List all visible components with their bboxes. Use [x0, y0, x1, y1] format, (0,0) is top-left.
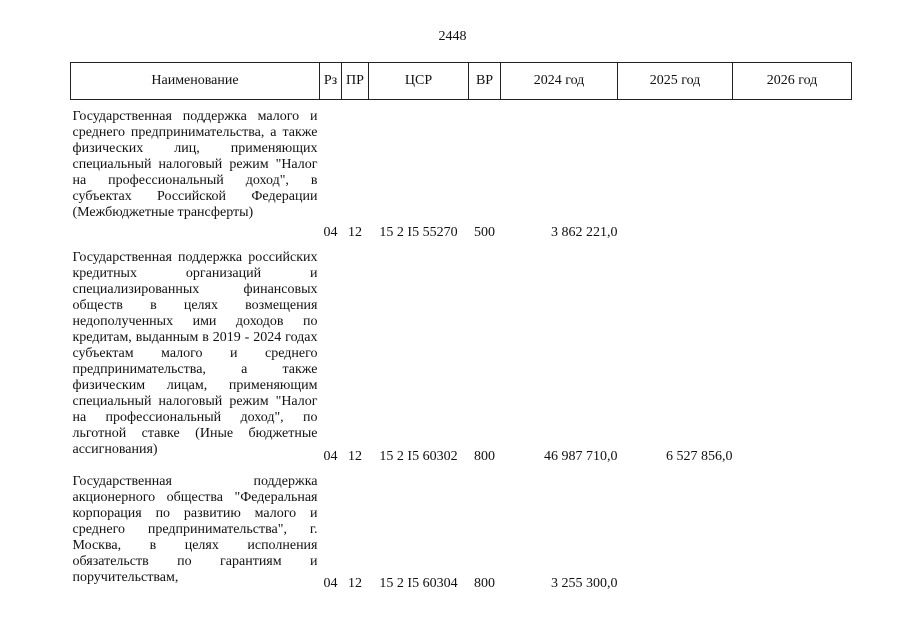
- row-rz: 04: [323, 576, 338, 591]
- row-2024: 3 862 221,0: [551, 225, 618, 240]
- table-row: [71, 100, 852, 242]
- table-row: [71, 465, 852, 592]
- row-2024: 46 987 710,0: [544, 449, 618, 464]
- row-pr: 12: [348, 449, 362, 464]
- row-2025: [618, 100, 733, 242]
- row-vr: 800: [474, 449, 495, 464]
- table-row: [71, 241, 852, 465]
- header-2026: 2026 год: [733, 63, 852, 100]
- row-2024: 3 255 300,0: [551, 576, 618, 591]
- table-header-row: [71, 63, 852, 100]
- row-2026: [733, 100, 852, 242]
- row-vr: 800: [474, 576, 495, 591]
- row-csr: 15 2 I5 60302: [379, 449, 458, 464]
- row-rz: 04: [323, 225, 338, 240]
- page-number: 2448: [438, 29, 467, 44]
- row-vr: 500: [474, 225, 495, 240]
- row-name: Государственная поддержка российских кредитных организаций и специализированных финансовых обществ в целях возмещения недополученных ими доходов по кредитам, выданным в 2019 - 2024 годах субъектам малого и среднего предпринимательства, а также физическим лицам, применяющим специальный налоговый режим "Налог на профессиональный доход", по льготной ставке (Иные бюджетные ассигнования): [72, 250, 318, 457]
- row-pr: 12: [348, 576, 362, 591]
- row-rz: 04: [323, 449, 338, 464]
- row-csr: 15 2 I5 55270: [379, 225, 458, 240]
- row-2025: 6 527 856,0: [666, 449, 733, 464]
- row-2026: [733, 241, 852, 465]
- header-rz: Рз: [320, 63, 342, 100]
- header-pr: ПР: [342, 63, 369, 100]
- header-csr: ЦСР: [369, 63, 469, 100]
- row-csr: 15 2 I5 60304: [379, 576, 458, 591]
- row-2026: [733, 465, 852, 592]
- row-name: Государственная поддержка акционерного общества "Федеральная корпорация по развитию малого и среднего предпринимательства", г. Москва, в целях исполнения обязательств по гарантиям и поручительствам,: [72, 474, 318, 585]
- header-name: Наименование: [71, 63, 320, 100]
- row-2025: [618, 465, 733, 592]
- budget-table: [70, 62, 852, 592]
- row-pr: 12: [348, 225, 362, 240]
- header-vr: ВР: [469, 63, 501, 100]
- header-2024: 2024 год: [501, 63, 618, 100]
- header-2025: 2025 год: [618, 63, 733, 100]
- row-name: Государственная поддержка малого и среднего предпринимательства, а также физических лиц, применяющих специальный налоговый режим "Налог на профессиональный доход", в субъектах Российской Федерации (Межбюджетные трансферты): [72, 109, 318, 220]
